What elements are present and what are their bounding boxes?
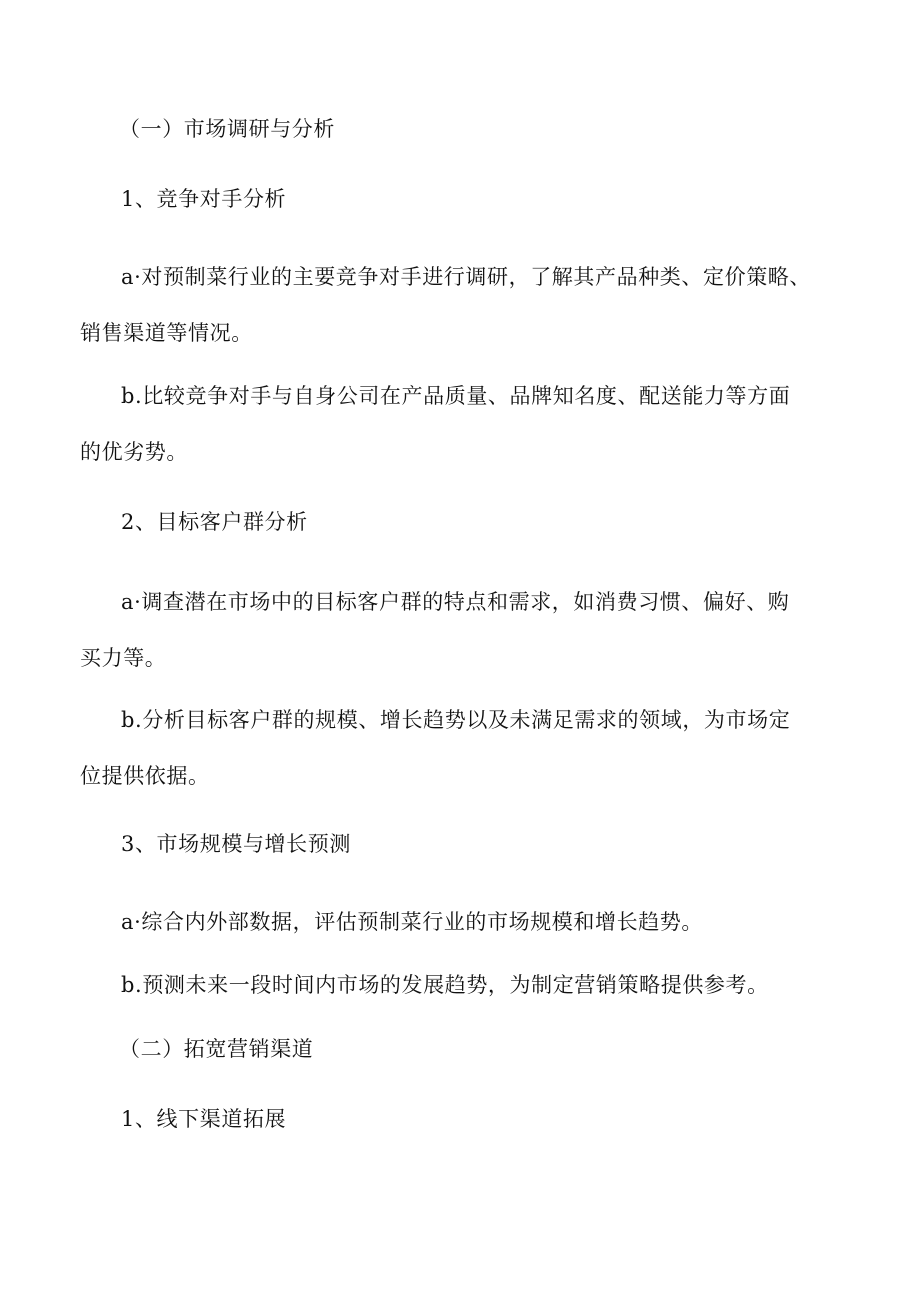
paragraph-line: a·调查潜在市场中的目标客户群的特点和需求，如消费习惯、偏好、购: [121, 590, 790, 614]
paragraph-line: 位提供依据。: [80, 764, 210, 788]
subheading-target-customer-analysis: 2、目标客户群分析: [121, 510, 308, 534]
paragraph-line: a·综合内外部数据，评估预制菜行业的市场规模和增长趋势。: [121, 910, 703, 934]
paragraph-line: 的优劣势。: [80, 440, 188, 464]
subheading-market-size-forecast: 3、市场规模与增长预测: [121, 832, 351, 856]
section-heading-market-research: （一）市场调研与分析: [119, 117, 335, 141]
section-heading-expand-channels: （二）拓宽营销渠道: [119, 1037, 314, 1061]
paragraph-line: 买力等。: [80, 646, 167, 670]
paragraph-line: b.比较竞争对手与自身公司在产品质量、品牌知名度、配送能力等方面: [121, 384, 791, 408]
subheading-competitor-analysis: 1、竞争对手分析: [121, 187, 287, 211]
paragraph-line: b.分析目标客户群的规模、增长趋势以及未满足需求的领域，为市场定: [121, 708, 791, 732]
subheading-offline-channel-expansion: 1、线下渠道拓展: [121, 1107, 287, 1131]
paragraph-line: a·对预制菜行业的主要竞争对手进行调研，了解其产品种类、定价策略、: [121, 265, 811, 289]
paragraph-line: b.预测未来一段时间内市场的发展趋势，为制定营销策略提供参考。: [121, 973, 769, 997]
paragraph-line: 销售渠道等情况。: [80, 321, 253, 345]
